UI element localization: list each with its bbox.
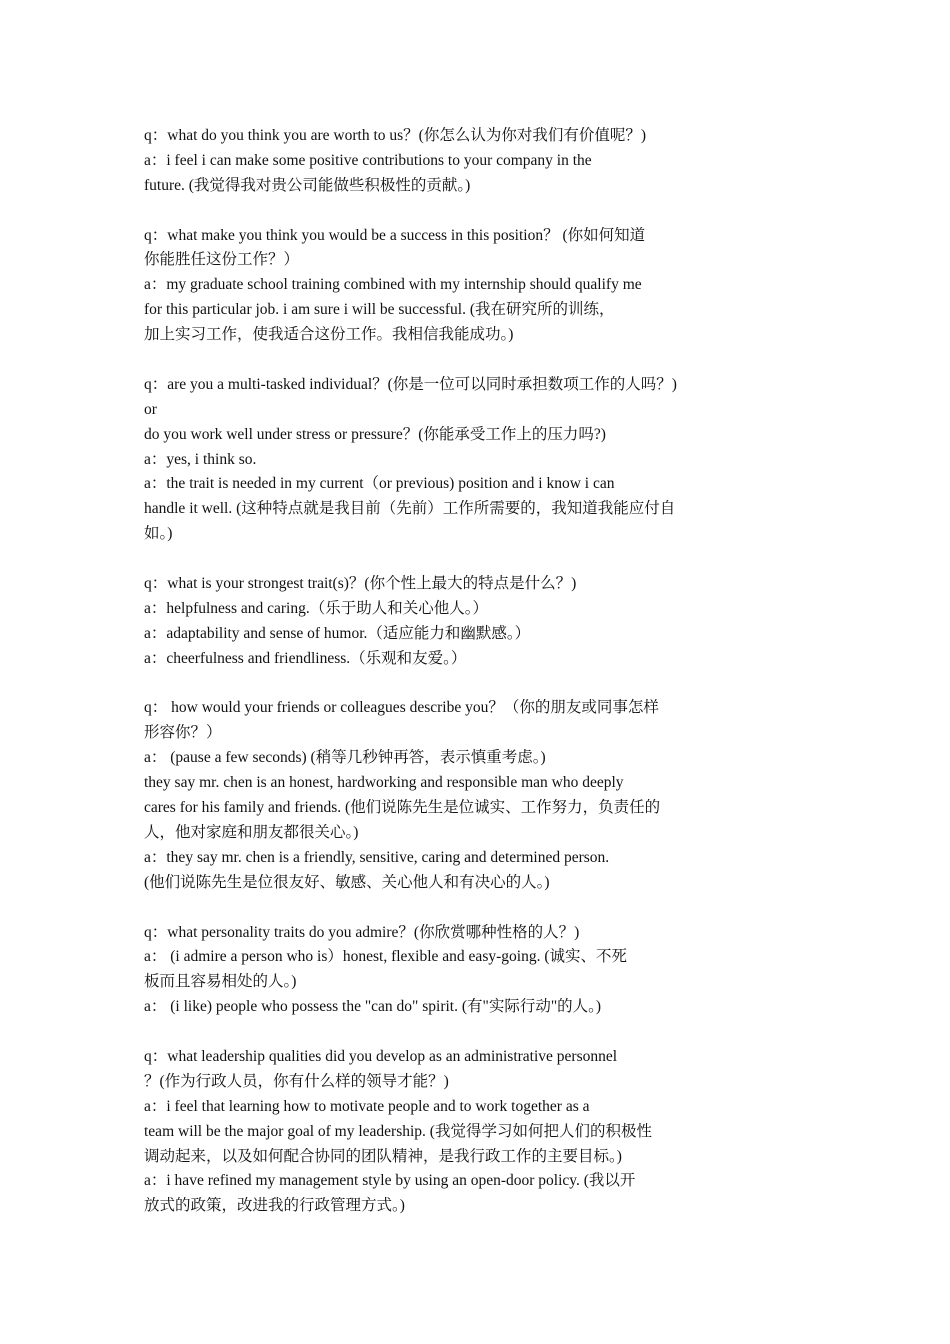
text-line: a：i feel i can make some positive contributions to your company in the — [144, 151, 592, 169]
text-line: a：i have refined my management style by using an open-door policy. (我以开 — [144, 1172, 636, 1190]
text-line: q：what leadership qualities did you develop as an administrative personnel — [144, 1047, 618, 1065]
blank-line — [144, 672, 744, 697]
text-line: (他们说陈先生是位很友好、敏感、关心他人和有决心的人。) — [144, 873, 550, 891]
text-line: a：my graduate school training combined with my internship should qualify me — [144, 276, 642, 294]
text-line: a：adaptability and sense of humor.（适应能力和幽默感。） — [144, 624, 531, 642]
text-line: q：what do you think you are worth to us？(你怎么认为你对我们有价值呢？) — [144, 127, 646, 144]
text-line: 形容你？） — [144, 724, 222, 742]
text-line: future. (我觉得我对贵公司能做些积极性的贡献。) — [144, 176, 471, 194]
text-line: team will be the major goal of my leadership. (我觉得学习如何把人们的积极性 — [144, 1122, 652, 1140]
text-line: a：i feel that learning how to motivate people and to work together as a — [144, 1097, 590, 1115]
text-line: a： (pause a few seconds) (稍等几秒钟再答，表示慎重考虑。) — [144, 749, 546, 767]
text-line: 调动起来，以及如何配合协同的团队精神，是我行政工作的主要目标。) — [144, 1147, 622, 1165]
blank-line — [144, 547, 744, 572]
text-line: ？(作为行政人员，你有什么样的领导才能？) — [144, 1072, 449, 1090]
text-line: handle it well. (这种特点就是我目前（先前）工作所需要的，我知道我能应付自 — [144, 500, 676, 518]
text-line: a：yes, i think so. — [144, 450, 257, 468]
text-line: a：they say mr. chen is a friendly, sensitive, caring and determined person. — [144, 848, 610, 866]
text-line: q：what make you think you would be a success in this position？ (你如何知道 — [144, 226, 646, 244]
text-line: q：what personality traits do you admire？(你欣赏哪种性格的人？) — [144, 923, 580, 941]
text-line: 放式的政策，改进我的行政管理方式。) — [144, 1197, 405, 1215]
text-line: for this particular job. i am sure i will be successful. (我在研究所的训练， — [144, 301, 615, 319]
text-line: do you work well under stress or pressure？(你能承受工作上的压力吗?) — [144, 425, 606, 443]
text-line: a： (i admire a person who is）honest, flexible and easy-going. (诚实、不死 — [144, 948, 627, 966]
text-line: a： (i like) people who possess the "can do" spirit. (有"实际行动"的人。) — [144, 998, 602, 1016]
blank-line — [144, 1020, 744, 1045]
text-line: a：cheerfulness and friendliness.（乐观和友爱。） — [144, 649, 467, 667]
text-line: a：helpfulness and caring.（乐于助人和关心他人。） — [144, 599, 488, 617]
text-line: 人，他对家庭和朋友都很关心。) — [144, 823, 359, 841]
text-line: 板而且容易相处的人。) — [144, 973, 297, 991]
text-line: or — [144, 400, 157, 418]
blank-line — [144, 348, 744, 373]
text-line: 加上实习工作，使我适合这份工作。我相信我能成功。) — [144, 326, 514, 344]
text-line: 你能胜任这份工作？） — [144, 251, 300, 269]
document-body — [144, 124, 744, 1219]
text-line: a：the trait is needed in my current（or previous) position and i know i can — [144, 475, 615, 493]
text-line: q：are you a multi-tasked individual？(你是一位可以同时承担数项工作的人吗？) — [144, 375, 677, 393]
text-line: cares for his family and friends. (他们说陈先生是位诚实、工作努力，负责任的 — [144, 799, 661, 817]
text-line: q： how would your friends or colleagues describe you？（你的朋友或同事怎样 — [144, 699, 659, 717]
blank-line — [144, 896, 744, 921]
text-line: 如。) — [144, 525, 173, 543]
text-line: they say mr. chen is an honest, hardworking and responsible man who deeply — [144, 774, 624, 792]
blank-line — [144, 199, 744, 224]
text-line: q：what is your strongest trait(s)？(你个性上最大的特点是什么？) — [144, 575, 577, 593]
